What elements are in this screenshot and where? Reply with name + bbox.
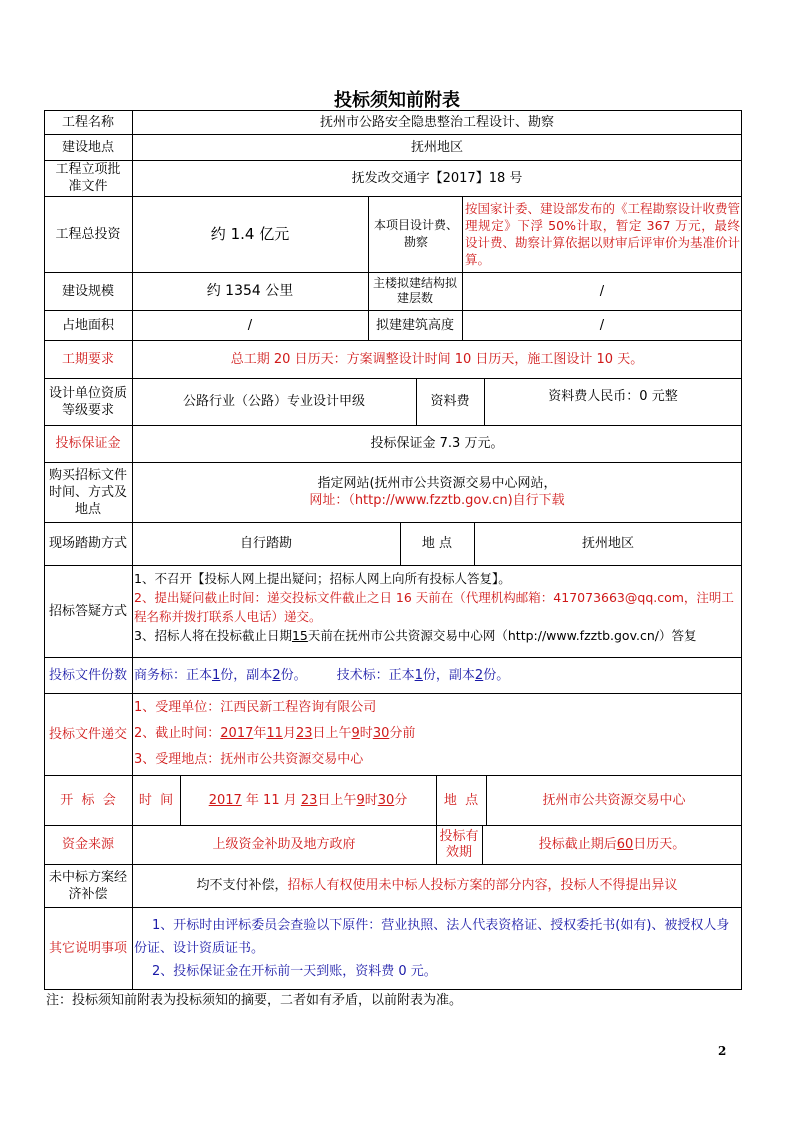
other-notes-line-1: 1、开标时由评标委员会查验以下原件：营业执照、法人代表资格证、授权委托书(如有)、被授权人身份证、设计资质证书。 [134, 918, 730, 956]
land-area-value: / [247, 317, 253, 333]
row-label-land-area: 占地面积 [61, 317, 114, 333]
row-label-qualification: 设计单位资质等级要求 [48, 385, 127, 418]
other-notes-line-2: 2、投标保证金在开标前一天到账，资料费 0 元。 [152, 964, 437, 979]
location-value: 抚州地区 [410, 139, 463, 155]
purchase-docs-line1: 指定网站(抚州市公共资源交易中心网站， [317, 476, 557, 491]
row-label-purchase-docs: 购买招标文件时间、方式及地点 [48, 467, 127, 517]
scale-value: 约 1354 公里 [206, 282, 294, 299]
opening-time-label: 时 间 [138, 792, 174, 808]
submission-content [134, 693, 742, 775]
funding-value: 上级资金补助及地方政府 [212, 837, 356, 852]
submission-line-3: 3、受理地点：抚州市公共资源交易中心 [134, 752, 364, 767]
row-label-schedule: 工期要求 [61, 351, 114, 367]
site-visit-value: 自行踏勘 [239, 536, 292, 551]
submission-line-1: 1、受理单位：江西民新工程咨询有限公司 [134, 700, 377, 715]
row-label-bid-bond: 投标保证金 [55, 436, 121, 451]
total-investment-value: 约 1.4 亿元 [210, 224, 290, 243]
row-label-location: 建设地点 [61, 139, 114, 155]
approval-doc-value: 抚发改交通字【2017】18 号 [351, 170, 523, 186]
row-label-funding: 资金来源 [61, 837, 114, 852]
row-label-copies: 投标文件份数 [48, 667, 127, 683]
site-visit-place-label: 地 点 [421, 536, 453, 551]
bid-validity-value: 投标截止期后 60 日历天。 [538, 837, 686, 852]
bid-bond-value: 投标保证金 7.3 万元。 [370, 436, 504, 451]
row-label-other-notes: 其它说明事项 [48, 941, 127, 956]
qualification-value: 公路行业（公路）专业设计甲级 [182, 394, 365, 409]
structure-value: / [599, 283, 605, 299]
schedule-value: 总工期 20 日历天：方案调整设计时间 10 日历天，施工图设计 10 天。 [230, 351, 644, 367]
opening-place-value: 抚州市公共资源交易中心 [542, 792, 686, 808]
row-label-site-visit: 现场踏勘方式 [48, 536, 127, 551]
copies-value: 商务标：正本 1 份，副本 2 份。 技术标：正本 1 份，副本 2 份。 [134, 667, 510, 683]
building-height-label: 拟建建筑高度 [375, 317, 454, 333]
qa-line-2: 2、提出疑问截止时间：递交投标文件截止之日 16 天前在（代理机构邮箱：417073663@qq.com，注明工程名称并拨打联系人电话）递交。 [134, 590, 734, 624]
bid-validity-label: 投标有效期 [439, 828, 479, 860]
design-fee-value: 按国家计委、建设部发布的《工程勘察设计收费管理规定》下浮 50%计取，暂定 367 万元，最终设计费、勘察计算依据以财审后评审价为基准价计算。 [465, 201, 741, 267]
row-label-qa-method: 招标答疑方式 [48, 603, 127, 619]
other-notes-content [134, 907, 740, 990]
row-label-approval-doc: 工程立项批准文件 [55, 162, 121, 194]
purchase-docs-link[interactable]: 网址：（http://www.fzztb.gov.cn)自行下载 [309, 493, 565, 508]
structure-label: 主楼拟建结构拟建层数 [372, 276, 457, 305]
row-label-opening: 开 标 会 [60, 792, 116, 808]
opening-time-value: 2017 年 11 月 23 日上午 9 时 30 分 [208, 792, 408, 808]
row-label-submission: 投标文件递交 [48, 726, 127, 742]
qa-method-content [134, 565, 742, 657]
building-height-value: / [599, 317, 605, 333]
row-label-compensation: 未中标方案经济补偿 [48, 869, 127, 902]
row-label-scale: 建设规模 [61, 283, 114, 299]
material-fee-label: 资料费 [430, 394, 470, 409]
submission-line-2: 2、截止时间：2017年11月23日上午9时30分前 [134, 726, 416, 741]
qa-line-1: 1、不召开【投标人网上提出疑问；招标人网上向所有投标人答复】。 [134, 571, 511, 586]
row-label-project-name: 工程名称 [61, 114, 114, 130]
compensation-value: 均不支付补偿， 招标人有权使用未中标人投标方案的部分内容，投标人不得提出异议 [196, 878, 678, 893]
purchase-docs-content [132, 462, 742, 522]
qa-line-3: 3、招标人将在投标截止日期15天前在抚州市公共资源交易中心网（http://www.fzztb.gov.cn/）答复 [134, 628, 697, 643]
row-label-total-investment: 工程总投资 [55, 226, 121, 242]
footnote: 注：投标须知前附表为投标须知的摘要，二者如有矛盾，以前附表为准。 [46, 993, 463, 1008]
page-number: 2 [718, 1044, 727, 1058]
site-visit-place-value: 抚州地区 [581, 536, 634, 551]
page-title: 投标须知前附表 [334, 90, 460, 111]
material-fee-value: 资料费人民币：0 元整 [548, 388, 678, 404]
project-name-value: 抚州市公路安全隐患整治工程设计、勘察 [319, 114, 554, 130]
opening-place-label: 地 点 [443, 792, 479, 808]
design-fee-label: 本项目设计费、勘察 [373, 218, 458, 249]
